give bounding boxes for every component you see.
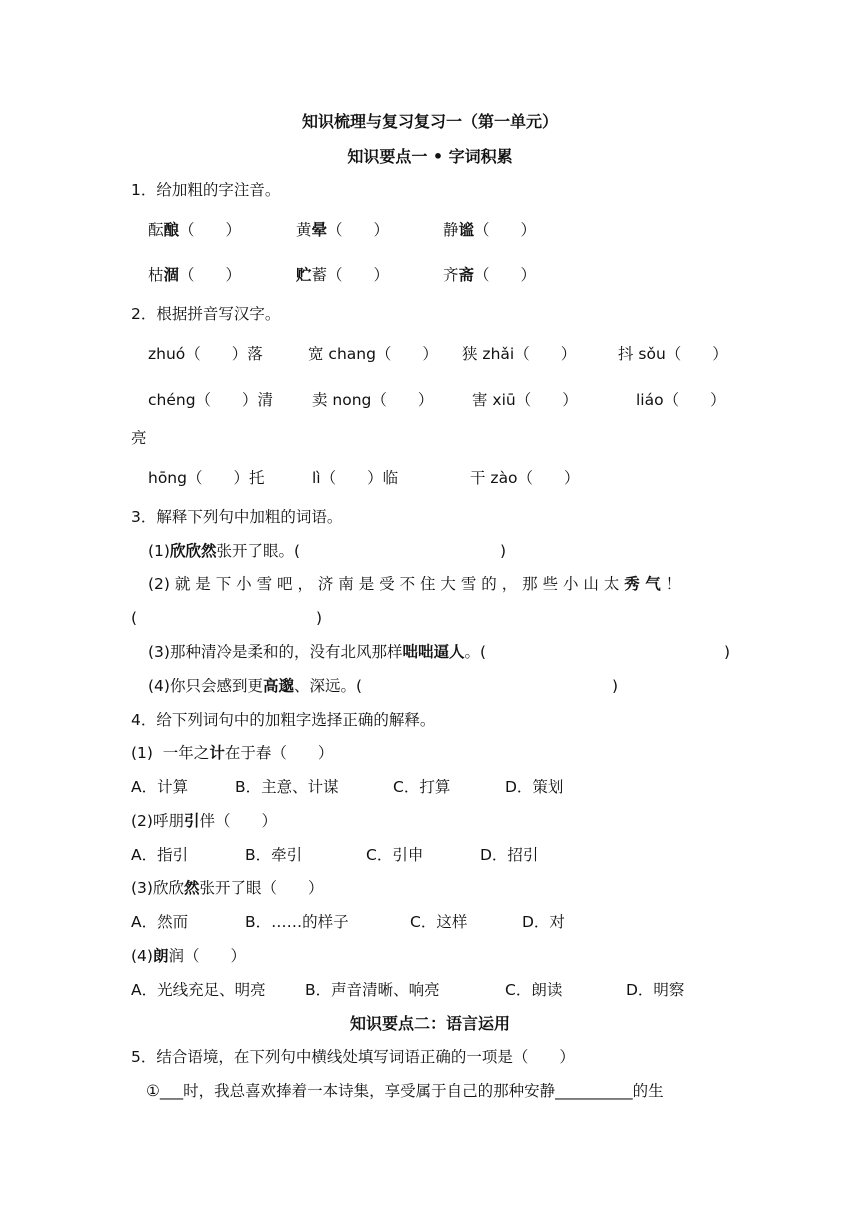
q4-option: D．策划: [505, 778, 564, 796]
q2-item: chéng（ ）清: [148, 391, 274, 409]
q5-sentence-1: ①___时，我总喜欢捧着一本诗集，享受属于自己的那种安静__________的生: [146, 1082, 664, 1100]
question-2-stem: 2．根据拼音写汉字。: [131, 305, 281, 323]
question-4-stem: 4．给下列词句中的加粗字选择正确的解释。: [131, 711, 436, 729]
q4-option: B．主意、计谋: [235, 778, 339, 796]
q2-item: hōng（ ）托: [148, 469, 265, 487]
q2-item: zhuó（ ）落: [148, 345, 263, 363]
q2-item: 宽 chang（ ）: [308, 345, 438, 363]
q2-item: liáo（ ）: [636, 391, 726, 409]
q4-option: C．打算: [393, 778, 451, 796]
q4-option: D．对: [522, 913, 565, 931]
q2-item: 卖 nong（ ）: [312, 391, 434, 409]
section-heading-2: 知识要点二：语言运用: [349, 1014, 510, 1033]
q4-option: A．光线充足、明亮: [131, 981, 266, 999]
q1-item: 贮蓄（ ）: [296, 266, 390, 284]
q4-option: C．引申: [366, 846, 424, 864]
q2-item: 干 zào（ ）: [470, 469, 580, 487]
question-1-stem: 1．给加粗的字注音。: [131, 181, 281, 199]
q2-wrap-text: 亮: [131, 429, 147, 447]
q1-item: 齐斋（ ）: [443, 266, 537, 284]
q3-sentence-2: (2) 就 是 下 小 雪 吧 ， 济 南 是 受 不 住 大 雪 的 ， 那 些 小 山 太 秀 气 ！: [148, 575, 682, 593]
q4-option: B．声音清晰、响亮: [305, 981, 440, 999]
q4-item-2: (2)呼朋引伴（ ）: [131, 812, 277, 830]
q1-item: 黄晕（ ）: [296, 221, 390, 239]
question-5-stem: 5．结合语境，在下列句中横线处填写词语正确的一项是（ ）: [131, 1048, 575, 1066]
q4-item-1: (1) 一年之计在于春（ ）: [131, 744, 334, 762]
q4-option: C．这样: [410, 913, 468, 931]
q2-item: 抖 sǒu（ ）: [618, 345, 728, 363]
q4-option: C．朗读: [505, 981, 563, 999]
page-title: 知识梳理与复习复习一（第一单元）: [301, 112, 558, 131]
section-heading-1: 知识要点一 • 字词积累: [347, 147, 513, 166]
q3-close-paren: ): [724, 643, 731, 661]
q2-item: lì（ ）临: [312, 469, 399, 487]
q2-item: 害 xiū（ ）: [472, 391, 578, 409]
q4-option: D．明察: [626, 981, 685, 999]
q1-item: 酝酿（ ）: [148, 221, 242, 239]
q3-sentence-1: (1)欣欣然张开了眼。(: [148, 542, 301, 560]
q4-option: B．……的样子: [245, 913, 349, 931]
q3-close-paren: ): [316, 609, 323, 627]
q4-option: A．计算: [131, 778, 189, 796]
q3-close-paren: ): [500, 542, 507, 560]
q4-option: B．牵引: [245, 846, 303, 864]
q4-option: A．然而: [131, 913, 189, 931]
q4-item-4: (4)朗润（ ）: [131, 947, 246, 965]
q3-sentence-4: (4)你只会感到更高邈、深远。(: [148, 677, 363, 695]
q4-option: A．指引: [131, 846, 189, 864]
q2-item: 狭 zhǎi（ ）: [462, 345, 577, 363]
q3-close-paren: ): [612, 677, 619, 695]
question-3-stem: 3．解释下列句中加粗的词语。: [131, 508, 343, 526]
q1-item: 静谧（ ）: [443, 221, 537, 239]
q3-sentence-3: (3)那种清冷是柔和的，没有北风那样咄咄逼人。(: [148, 643, 487, 661]
q1-item: 枯涸（ ）: [148, 266, 242, 284]
q4-item-3: (3)欣欣然张开了眼（ ）: [131, 879, 324, 897]
q4-option: D．招引: [480, 846, 539, 864]
q3-open-paren: (: [131, 609, 138, 627]
